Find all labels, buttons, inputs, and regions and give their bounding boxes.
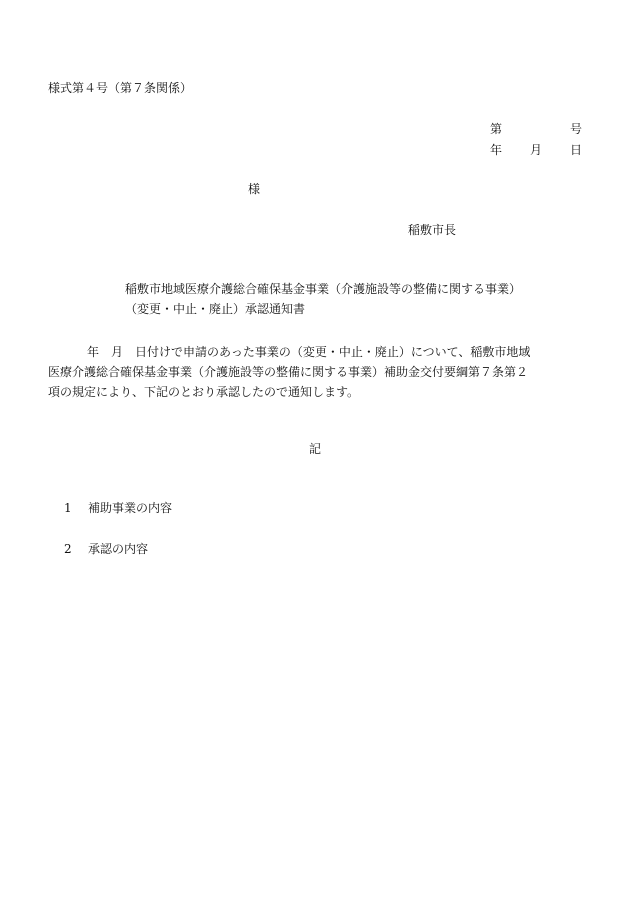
notice-body-line: 項の規定により、下記のとおり承認したので通知します。 (48, 385, 360, 399)
list-item (64, 543, 148, 555)
reference-dai-label: 第 (490, 122, 503, 136)
addressee-suffix: 様 (248, 182, 261, 196)
date-month-label: 月 (530, 143, 543, 157)
form-number: 様式第４号（第７条関係） (48, 81, 193, 95)
notice-body-line: 年 月 日付けで申請のあった事業の（変更・中止・廃止）について、稲敷市地域 (87, 345, 531, 359)
list-item-number: 2 (64, 542, 72, 556)
reference-number-row (490, 122, 584, 136)
reference-go-label: 号 (570, 122, 583, 136)
ki-heading: 記 (309, 442, 322, 456)
list-item-number: 1 (64, 501, 72, 515)
document-title-line-2: （変更・中止・廃止）承認通知書 (125, 302, 306, 316)
date-year-label: 年 (490, 143, 503, 157)
list-item-label: 補助事業の内容 (88, 501, 173, 515)
date-row (490, 143, 584, 157)
list-item-label: 承認の内容 (88, 542, 149, 556)
notice-body (48, 342, 588, 402)
document-title-line-1: 稲敷市地域医療介護総合確保基金事業（介護施設等の整備に関する事業） (125, 282, 522, 296)
issuer-name: 稲敷市長 (408, 223, 457, 237)
date-day-label: 日 (570, 143, 583, 157)
list-item (64, 502, 172, 514)
notice-body-line: 医療介護総合確保基金事業（介護施設等の整備に関する事業）補助金交付要綱第７条第２ (48, 365, 529, 379)
